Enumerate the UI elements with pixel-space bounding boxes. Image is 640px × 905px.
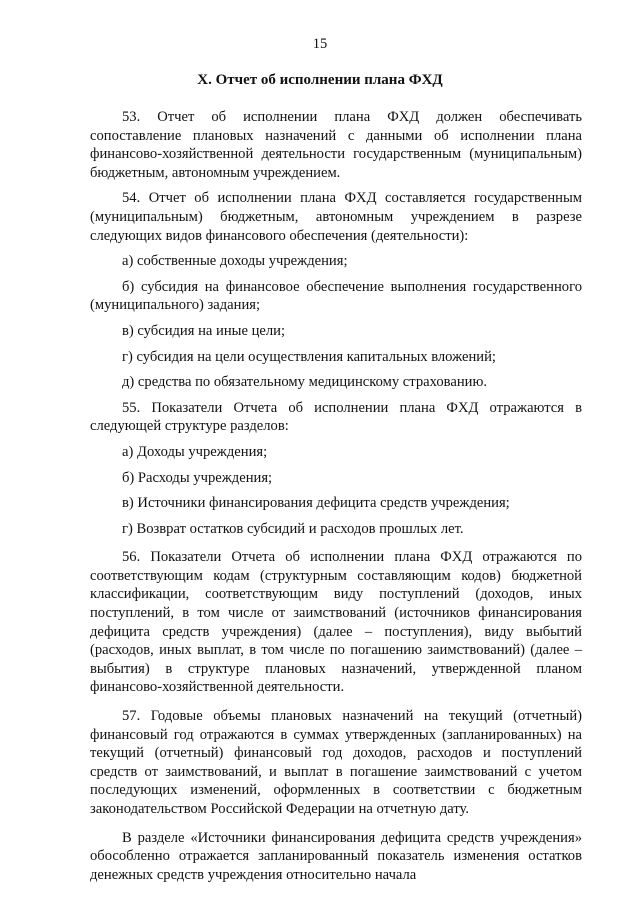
paragraph-56: 56. Показатели Отчета об исполнении плана ФХД отражаются по соответствующим кодам (структурным составляющим кодов) бюджетной классификации, соответствующим виду поступлений (доходов, иных поступлений, в том числе от заимствований (источников финансирования дефицита средств учреждения) (далее – поступления), виду выбытий (расходов, иных выплат, в том числе по погашению заимствований) (далее – выбытия) в структуре плановых назначений, утвержденной планом финансово-хозяйственной деятельности. [90, 549, 582, 696]
list-item-54b: б) субсидия на финансовое обеспечение выполнения государственного (муниципального) задания; [90, 278, 582, 314]
list-item-55v: в) Источники финансирования дефицита средств учреждения; [122, 495, 510, 512]
list-item-54d: д) средства по обязательному медицинскому страхованию. [122, 374, 487, 391]
list-item-55a: а) Доходы учреждения; [122, 443, 268, 460]
document-body [90, 108, 582, 884]
list-item-54v: в) субсидия на иные цели; [122, 322, 286, 339]
page-number: 15 [312, 36, 328, 52]
paragraph-55: 55. Показатели Отчета об исполнении плана ФХД отражаются в следующей структуре разделов: [90, 399, 582, 435]
list-item-55b: б) Расходы учреждения; [122, 469, 273, 486]
list-item-54g: г) субсидия на цели осуществления капитальных вложений; [122, 348, 496, 365]
list-item-55g: г) Возврат остатков субсидий и расходов прошлых лет. [122, 520, 464, 537]
paragraph-54: 54. Отчет об исполнении плана ФХД составляется государственным (муниципальным) бюджетным, автономным учреждением в разрезе следующих видов финансового обеспечения (деятельности): [90, 190, 582, 244]
paragraph-53: 53. Отчет об исполнении плана ФХД должен обеспечивать сопоставление плановых назначений с данными об исполнении плана финансово-хозяйственной деятельности государственным (муниципальным) бюджетным, автономным учреждением. [90, 109, 582, 181]
paragraph-sources: В разделе «Источники финансирования дефицита средств учреждения» обособленно отражается запланированный показатель изменения остатков денежных средств учреждения относительно начала [90, 829, 582, 883]
list-item-54a: а) собственные доходы учреждения; [122, 253, 348, 270]
paragraph-57: 57. Годовые объемы плановых назначений на текущий (отчетный) финансовый год отражаются в суммах утвержденных (запланированных) на текущий (отчетный) финансовый год доходов, расходов и поступлений средств от заимствований, и выплат в погашение заимствований с учетом последующих изменений, оформленных в соответствии с бюджетным законодательством Российской Федерации на отчетную дату. [90, 708, 582, 817]
section-heading: X. Отчет об исполнении плана ФХД [197, 72, 443, 88]
